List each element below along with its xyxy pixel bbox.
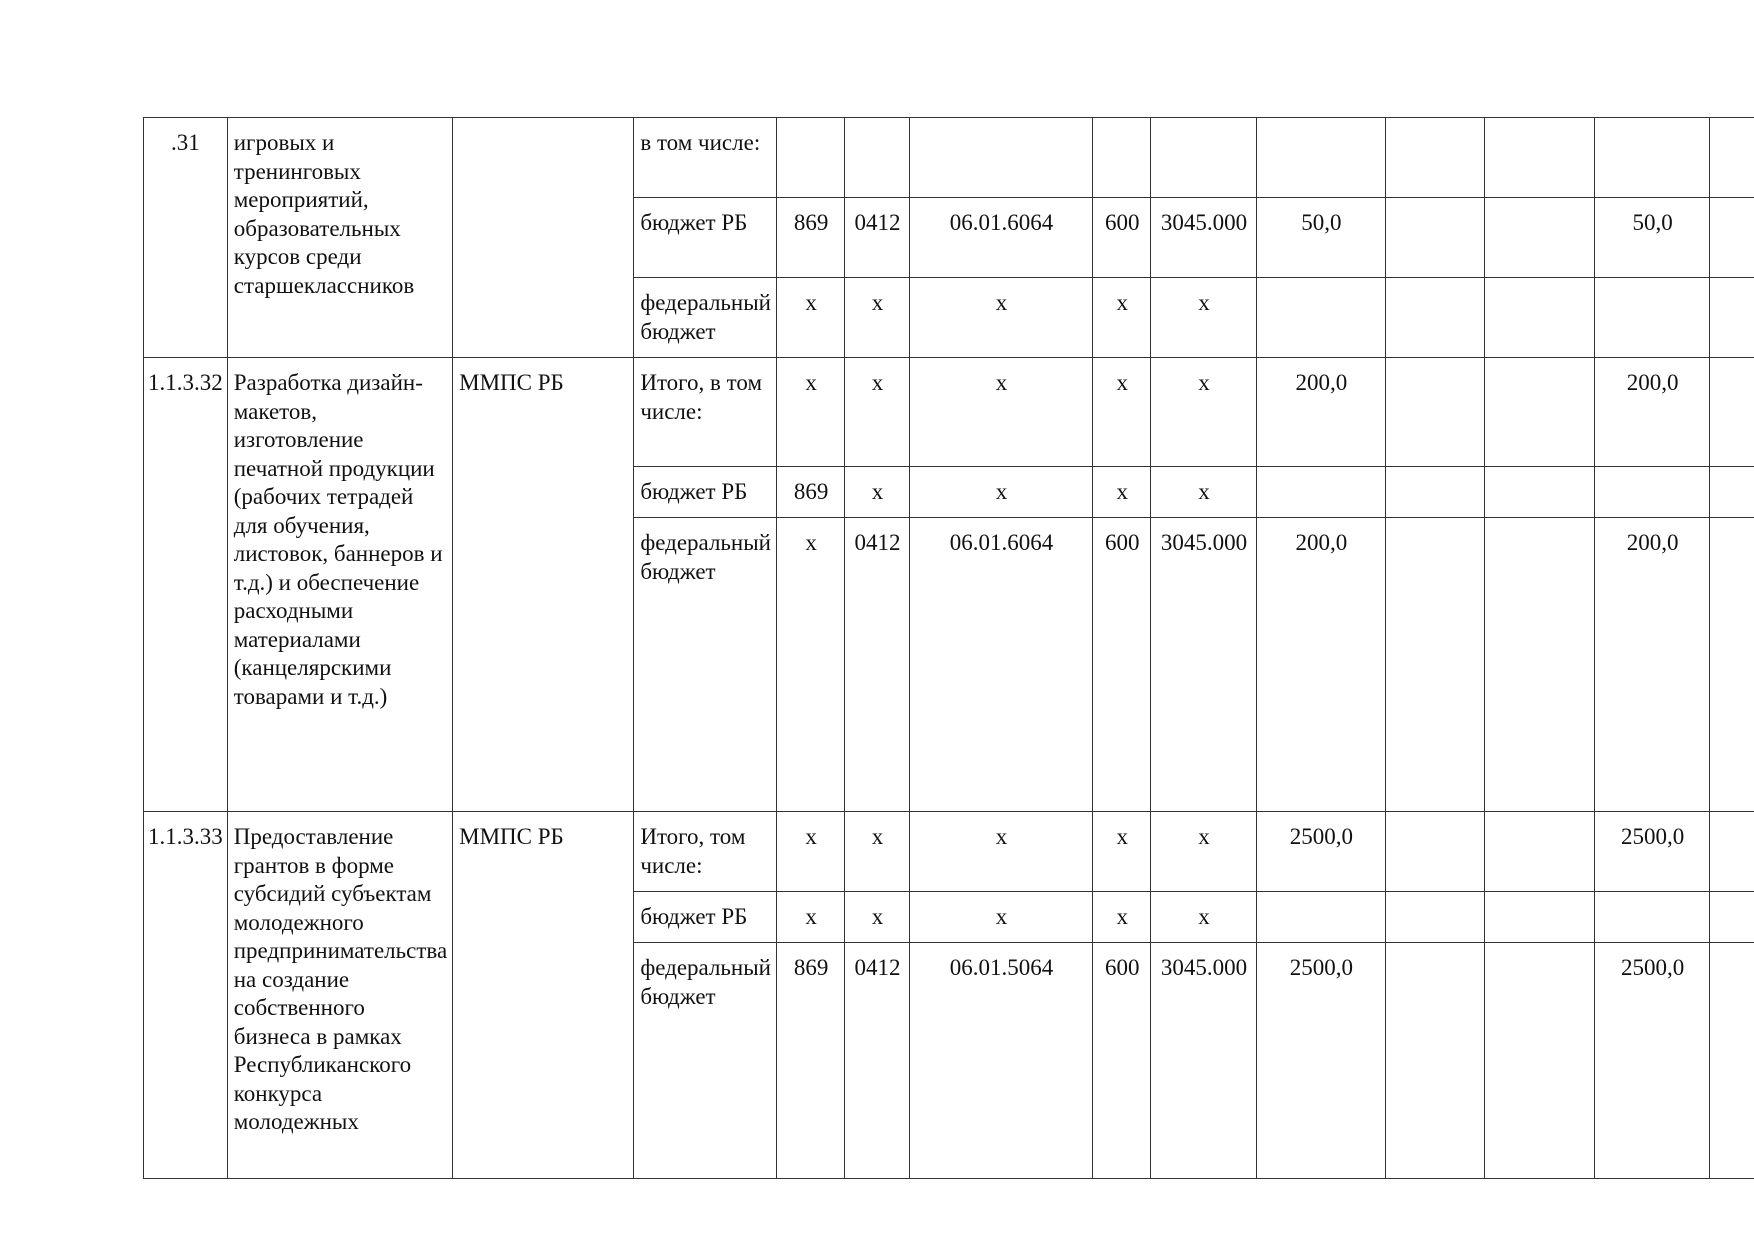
amount-total: 200,0 (1256, 358, 1386, 467)
target-article-code: 06.01.6064 (909, 518, 1092, 812)
row-executor: ММПС РБ (453, 812, 634, 1179)
amount-year-3 (1595, 467, 1710, 518)
funding-source: федеральный бюджет (634, 943, 777, 1179)
kosgu-code: х (1151, 892, 1256, 943)
grbs-code: х (777, 358, 845, 467)
kosgu-code: х (1151, 278, 1256, 358)
table-row (144, 358, 1754, 467)
section-code (845, 118, 909, 198)
section-code: 0412 (845, 518, 909, 812)
amount-year-1 (1386, 198, 1485, 278)
amount-year-3 (1595, 892, 1710, 943)
amount-total: 50,0 (1256, 198, 1386, 278)
grbs-code: х (777, 812, 845, 892)
section-code: 0412 (845, 943, 909, 1179)
expense-type-code: 600 (1093, 198, 1151, 278)
amount-year-1 (1386, 467, 1485, 518)
funding-source: федеральный бюджет (634, 278, 777, 358)
edge-cell (1709, 892, 1754, 943)
row-executor: ММПС РБ (453, 358, 634, 812)
funding-source: Итого, том числе: (634, 812, 777, 892)
expense-type-code: х (1093, 358, 1151, 467)
section-code: х (845, 812, 909, 892)
kosgu-code: х (1151, 358, 1256, 467)
amount-year-3 (1595, 278, 1710, 358)
amount-year-1 (1386, 943, 1485, 1179)
budget-table (143, 117, 1754, 1179)
amount-year-2 (1485, 943, 1595, 1179)
kosgu-code: 3045.000 (1151, 943, 1256, 1179)
amount-year-3: 2500,0 (1595, 943, 1710, 1179)
row-code: .31 (144, 118, 228, 358)
row-code: 1.1.3.32 (144, 358, 228, 812)
amount-year-1 (1386, 892, 1485, 943)
amount-year-2 (1485, 118, 1595, 198)
amount-total: 200,0 (1256, 518, 1386, 812)
amount-year-3 (1595, 118, 1710, 198)
amount-year-3: 200,0 (1595, 518, 1710, 812)
target-article-code: х (909, 892, 1092, 943)
expense-type-code: х (1093, 278, 1151, 358)
row-name: Предоставление грантов в форме субсидий субъектам молодежного предпринимательства на создание собственного бизнеса в рамках Республиканского конкурса молодежных (227, 812, 452, 1179)
kosgu-code: х (1151, 812, 1256, 892)
section-code: х (845, 358, 909, 467)
edge-cell (1709, 467, 1754, 518)
table-row (144, 812, 1754, 892)
amount-year-2 (1485, 358, 1595, 467)
amount-total (1256, 467, 1386, 518)
funding-source: в том числе: (634, 118, 777, 198)
target-article-code: х (909, 812, 1092, 892)
funding-source: бюджет РБ (634, 198, 777, 278)
grbs-code: 869 (777, 943, 845, 1179)
amount-total: 2500,0 (1256, 943, 1386, 1179)
expense-type-code: х (1093, 467, 1151, 518)
kosgu-code: х (1151, 467, 1256, 518)
row-code: 1.1.3.33 (144, 812, 228, 1179)
funding-source: Итого, в том числе: (634, 358, 777, 467)
section-code: х (845, 892, 909, 943)
target-article-code: 06.01.5064 (909, 943, 1092, 1179)
edge-cell (1709, 812, 1754, 892)
amount-year-2 (1485, 467, 1595, 518)
section-code: х (845, 467, 909, 518)
grbs-code: х (777, 278, 845, 358)
amount-year-1 (1386, 358, 1485, 467)
amount-year-2 (1485, 892, 1595, 943)
target-article-code: 06.01.6064 (909, 198, 1092, 278)
funding-source: бюджет РБ (634, 467, 777, 518)
amount-total (1256, 118, 1386, 198)
expense-type-code: х (1093, 892, 1151, 943)
kosgu-code (1151, 118, 1256, 198)
target-article-code (909, 118, 1092, 198)
edge-cell (1709, 943, 1754, 1179)
amount-year-3: 2500,0 (1595, 812, 1710, 892)
amount-year-2 (1485, 518, 1595, 812)
amount-total (1256, 892, 1386, 943)
funding-source: федеральный бюджет (634, 518, 777, 812)
edge-cell (1709, 518, 1754, 812)
edge-cell (1709, 118, 1754, 198)
expense-type-code: х (1093, 812, 1151, 892)
row-name: игровых и тренинговых мероприятий, образовательных курсов среди старшеклассников (227, 118, 452, 358)
edge-cell (1709, 358, 1754, 467)
grbs-code: 869 (777, 198, 845, 278)
expense-type-code (1093, 118, 1151, 198)
amount-total: 2500,0 (1256, 812, 1386, 892)
amount-year-1 (1386, 518, 1485, 812)
target-article-code: х (909, 467, 1092, 518)
amount-year-3: 50,0 (1595, 198, 1710, 278)
row-executor (453, 118, 634, 358)
section-code: х (845, 278, 909, 358)
grbs-code: 869 (777, 467, 845, 518)
target-article-code: х (909, 278, 1092, 358)
amount-year-3: 200,0 (1595, 358, 1710, 467)
funding-source: бюджет РБ (634, 892, 777, 943)
kosgu-code: 3045.000 (1151, 518, 1256, 812)
amount-year-2 (1485, 278, 1595, 358)
edge-cell (1709, 198, 1754, 278)
edge-cell (1709, 278, 1754, 358)
row-name: Разработка дизайн-макетов, изготовление печатной продукции (рабочих тетрадей для обучения, листовок, баннеров и т.д.) и обеспечение расходными материалами (канцелярскими товарами и т.д.) (227, 358, 452, 812)
amount-year-2 (1485, 812, 1595, 892)
section-code: 0412 (845, 198, 909, 278)
amount-year-1 (1386, 118, 1485, 198)
grbs-code: х (777, 518, 845, 812)
amount-total (1256, 278, 1386, 358)
amount-year-1 (1386, 278, 1485, 358)
table-row (144, 118, 1754, 198)
expense-type-code: 600 (1093, 943, 1151, 1179)
expense-type-code: 600 (1093, 518, 1151, 812)
grbs-code: х (777, 892, 845, 943)
grbs-code (777, 118, 845, 198)
amount-year-1 (1386, 812, 1485, 892)
target-article-code: х (909, 358, 1092, 467)
amount-year-2 (1485, 198, 1595, 278)
kosgu-code: 3045.000 (1151, 198, 1256, 278)
